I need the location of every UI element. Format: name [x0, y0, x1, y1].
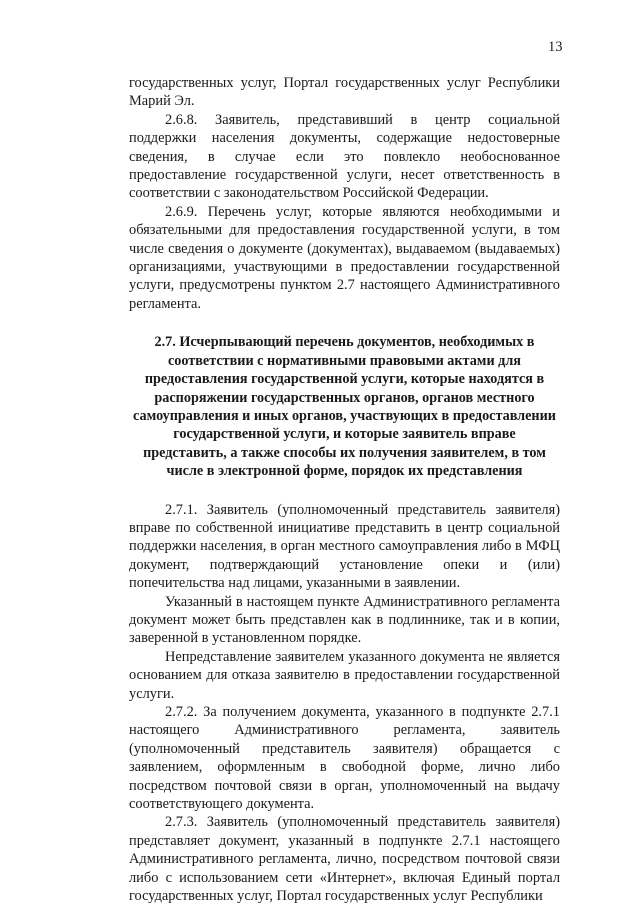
paragraph-2-6-8: 2.6.8. Заявитель, представивший в центр социальной поддержки населения документы, содержащие недостоверные сведения, в случае если это повлекло необоснованное предоставление государственной услуги, несет ответственность в соответствии с законодательством Российской Федерации. — [129, 111, 560, 202]
paragraph-document-form: Указанный в настоящем пункте Административного регламента документ может быть представлен как в подлиннике, так и в копии, заверенной в установленном порядке. — [129, 593, 560, 647]
paragraph-2-7-1: 2.7.1. Заявитель (уполномоченный представитель заявителя) вправе по собственной инициативе представить в центр социальной поддержки населения, в орган местного самоуправления либо в МФЦ документ, подтверждающий установление опеки и (или) попечительства над лицами, указанными в заявлении. — [129, 501, 560, 592]
paragraph-continuation: государственных услуг, Портал государственных услуг Республики Марий Эл. — [129, 75, 560, 110]
paragraph-2-7-2: 2.7.2. За получением документа, указанного в подпункте 2.7.1 настоящего Административного регламента, заявитель (уполномоченный представитель заявителя) обращается с заявлением, оформленным в свободной форме, лично либо посредством почтовой связи в орган, уполномоченный на выдачу соответствующего документа. — [129, 704, 560, 813]
section-spacer — [129, 481, 560, 501]
page-number: 13 — [548, 39, 563, 55]
paragraph-2-6-9: 2.6.9. Перечень услуг, которые являются необходимыми и обязательными для предоставления государственной услуги, в том числе сведения о документе (документах), выдаваемом (выдаваемых) организациями, участвующими в предоставлении государственной услуги, предусмотрены пунктом 2.7 настоящего Административного регламента. — [129, 203, 560, 312]
section-heading-2-7: 2.7. Исчерпывающий перечень документов, необходимых в соответствии с нормативными правовыми актами для предоставления государственной услуги, которые находятся в распоряжении государственных органов, органов местного самоуправления и иных органов, участвующих в предоставлении государственной услуги, и которые заявитель вправе представить, а также способы их получения заявителем, в том числе в электронной форме, порядок их представления — [133, 334, 556, 480]
paragraph-2-7-3: 2.7.3. Заявитель (уполномоченный представитель заявителя) представляет документ, указанный в подпункте 2.7.1 настоящего Административного регламента, лично, посредством почтовой связи либо с использованием сети «Интернет», включая Единый портал государственных услуг, Портал государственных услуг Республики — [129, 814, 560, 905]
paragraph-non-submission: Непредставление заявителем указанного документа не является основанием для отказа заявителю в предоставлении государственной услуги. — [129, 648, 560, 702]
page-content — [129, 74, 560, 905]
section-spacer — [129, 313, 560, 333]
